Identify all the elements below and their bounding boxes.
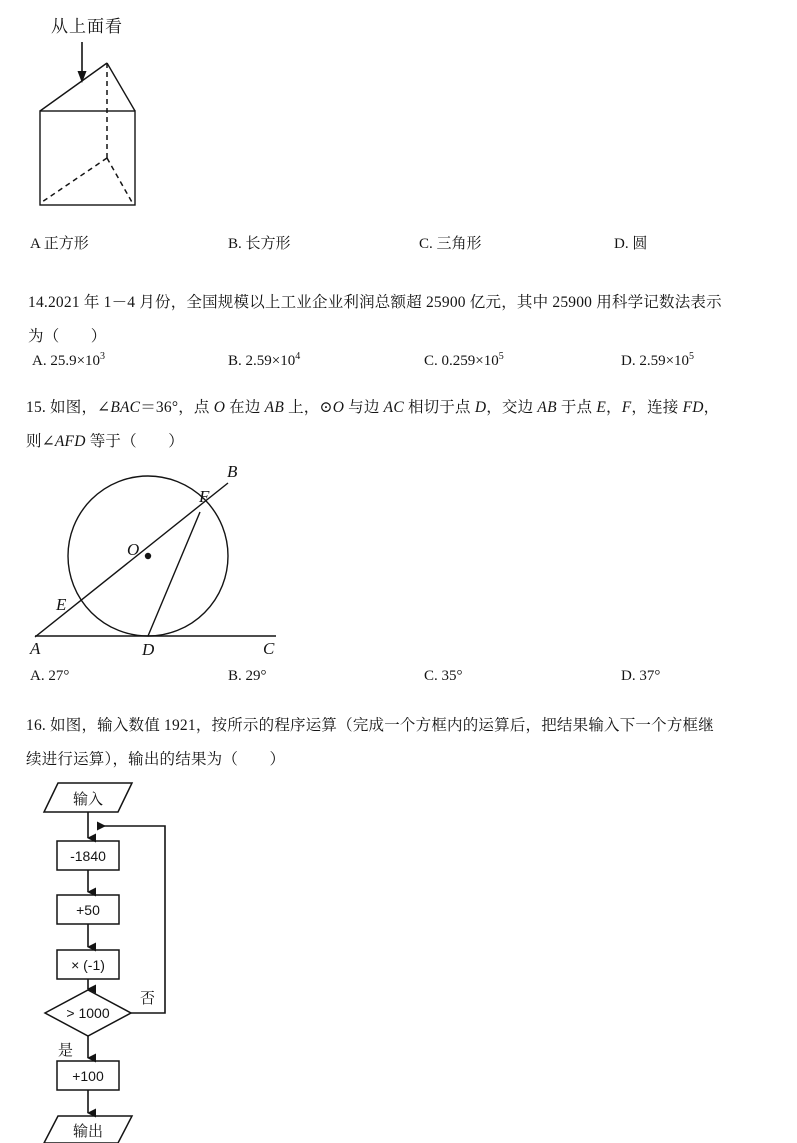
flow-yes-label: 是 [58,1042,74,1059]
label-b: B [227,462,238,481]
flow-output-label: 输出 [72,1123,104,1140]
q14-stem-line2: 为（ ） [28,328,107,345]
flow-input-label: 输入 [72,791,104,808]
flow-decision-node [45,990,131,1036]
flow-input-node [44,783,132,812]
program-flowchart-figure [20,775,230,1143]
q13-options-row [0,232,797,258]
label-e: E [56,595,67,614]
down-arrow-icon [78,42,87,83]
prism-front-face [40,111,135,205]
q13-option-c[interactable]: C. 三角形 [419,236,482,252]
flow-no-branch [98,826,165,1013]
flow-final-step-label: +100 [72,1068,104,1084]
label-f: F [199,487,210,506]
flow-output-node [44,1116,132,1143]
q14-stem-line1: 14.2021 年 1－4 月份，全国规模以上工业企业利润总额超 25900 亿元，其中 25900 用科学记数法表示 [28,294,722,311]
flow-step-2-label: +50 [76,902,100,918]
q13-option-d[interactable]: D. 圆 [614,236,648,252]
circle-tangent-figure [14,455,314,660]
q16-stem-line2: 续进行运算），输出的结果为（ ） [26,751,286,768]
label-a: A [30,639,41,658]
q15-option-d[interactable]: D. 37° [621,668,661,684]
flow-step-1-label: -1840 [70,848,106,864]
flow-no-label: 否 [140,990,156,1007]
triangular-prism-figure [0,30,220,220]
label-c: C [263,639,275,658]
flow-step-3 [57,950,119,979]
q14-options-row [0,353,797,379]
q16-stem-line1: 16. 如图，输入数值 1921，按所示的程序运算（完成一个方框内的运算后，把结果输入下一个方框继 [26,717,714,734]
q13-option-b[interactable]: B. 长方形 [228,236,291,252]
q15-stem-line1: 15. 如图，∠BAC＝36°，点 O 在边 AB 上，⊙O 与边 AC 相切于点 D，交边 AB 于点 E，F，连接 FD， [26,399,720,416]
flow-decision-label: > 1000 [66,1005,110,1021]
q14-option-d[interactable]: D. $2.59\times 10^5$ [621,351,695,369]
label-o: O [127,540,140,559]
flow-step-2 [57,895,119,924]
q13-option-a[interactable]: A 正方形 [30,236,89,252]
q14-option-b[interactable]: B. $2.59\times 10^4$ [228,351,301,369]
flow-final-step [57,1061,119,1090]
q15-stem-line2: 则∠AFD 等于（ ） [26,433,184,450]
flow-step-1 [57,841,119,870]
center-point-o [145,553,151,559]
q14-option-c[interactable]: C. $0.259\times 10^5$ [424,351,504,369]
q14-option-a[interactable]: A. $25.9\times 10^3$ [32,351,106,369]
view-direction-label: 从上面看 [51,17,123,36]
q15-option-a[interactable]: A. 27° [30,668,70,684]
label-d: D [142,640,155,659]
segment-fd [148,512,200,636]
prism-top-faces [40,63,135,111]
q15-options-row [0,668,797,694]
q15-option-c[interactable]: C. 35° [424,668,463,684]
q15-option-b[interactable]: B. 29° [228,668,267,684]
flow-step-3-label: × (-1) [71,957,105,973]
